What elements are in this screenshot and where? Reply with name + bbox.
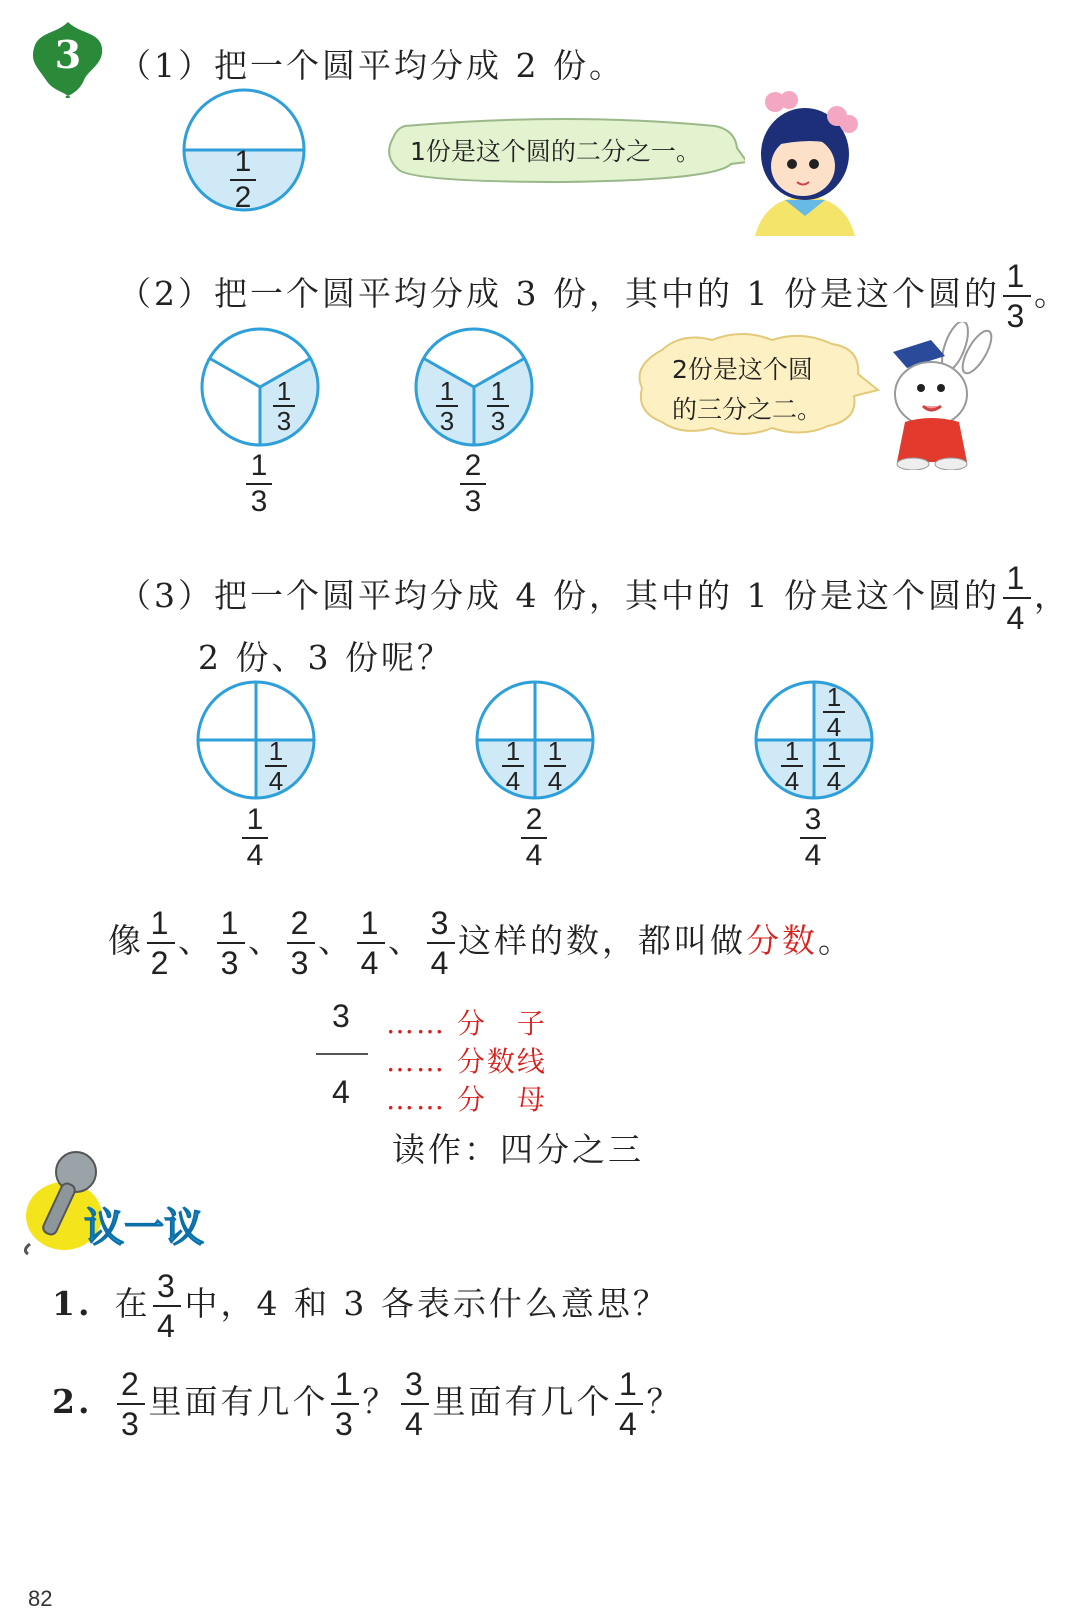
part3-text: 把一个圆平均分成 4 份，其中的 1 份是这个圆的 <box>214 576 1000 615</box>
denominator: 4 <box>430 945 452 981</box>
quarter-circle-diagram-3 <box>752 678 876 802</box>
anatomy-reading: 读作：四分之三 <box>392 1130 644 1169</box>
part1-text: 把一个圆平均分成 2 份。 <box>214 46 625 85</box>
denominator: 4 <box>547 766 563 796</box>
q1-fraction <box>153 1268 181 1344</box>
numerator: 1 <box>505 736 521 766</box>
third-caption-1 <box>246 450 272 518</box>
quarter-piece-2a <box>502 738 524 794</box>
denominator: 3 <box>276 406 292 436</box>
numerator: 3 <box>804 803 822 836</box>
separator: 、 <box>248 921 284 960</box>
q2-fraction-c <box>401 1366 429 1442</box>
denominator: 4 <box>1006 600 1028 636</box>
definition-fraction-5 <box>427 905 455 981</box>
denominator: 3 <box>290 945 312 981</box>
quarter-circle-diagram-2 <box>473 678 597 802</box>
question-number: 1. <box>52 1284 93 1323</box>
numerator: 2 <box>525 803 543 836</box>
denominator: 3 <box>250 485 268 518</box>
quarter-caption-1 <box>242 804 268 872</box>
denominator: 3 <box>464 485 482 518</box>
q2-fraction-d <box>615 1366 643 1442</box>
denominator: 3 <box>1006 298 1028 334</box>
q2-text-a: 里面有几个 <box>148 1382 329 1421</box>
quarter-piece-3b <box>781 738 803 794</box>
definition-fraction-2 <box>217 905 245 981</box>
third-piece-fraction-right <box>487 378 509 434</box>
q2-mark-b: ？ <box>646 1382 683 1421</box>
numerator: 1 <box>250 449 268 482</box>
quarter-piece-3a <box>823 684 845 740</box>
denominator: 4 <box>804 839 822 872</box>
quarter-circle-diagram-1 <box>194 678 318 802</box>
numerator: 1 <box>268 736 284 766</box>
part2-text: 把一个圆平均分成 3 份，其中的 1 份是这个圆的 <box>214 274 1000 313</box>
denominator: 4 <box>525 839 543 872</box>
question-number: 2. <box>52 1382 93 1421</box>
part1-label: （1） <box>118 46 214 85</box>
denominator: 4 <box>157 1308 178 1344</box>
quarter-caption-2 <box>521 804 547 872</box>
part3-question: 2 份、3 份呢？ <box>198 638 453 677</box>
third-caption-2 <box>460 450 486 518</box>
example-badge <box>28 18 108 98</box>
rabbit-speech-line1: 2份是这个圆 <box>672 355 813 384</box>
discuss-question-1 <box>52 1268 669 1344</box>
page-number: 82 <box>28 1586 53 1611</box>
separator: 、 <box>388 921 424 960</box>
quarter-caption-3 <box>800 804 826 872</box>
girl-speech: 1份是这个圆的二分之一。 <box>410 137 701 166</box>
numerator: 1 <box>547 736 563 766</box>
denominator: 4 <box>360 945 382 981</box>
numerator: 1 <box>784 736 800 766</box>
anatomy-row-numerator <box>386 1002 547 1042</box>
numerator-label: 分 子 <box>456 1007 547 1040</box>
anatomy-row-denominator <box>386 1078 547 1118</box>
denominator: 4 <box>784 766 800 796</box>
numerator: 2 <box>290 905 312 941</box>
leader-dots: …… <box>386 1083 446 1116</box>
part1-heading <box>118 40 625 87</box>
third-piece-fraction <box>273 378 295 434</box>
numerator: 3 <box>405 1366 426 1402</box>
denominator: 3 <box>439 406 455 436</box>
anatomy-numerator: 3 <box>332 998 350 1034</box>
denominator: 4 <box>619 1406 640 1442</box>
numerator: 1 <box>335 1366 356 1402</box>
numerator: 3 <box>430 905 452 941</box>
q1-prefix: 在 <box>114 1284 151 1323</box>
denominator: 3 <box>121 1406 142 1442</box>
definition-end: 。 <box>818 921 854 960</box>
anatomy-denominator: 4 <box>332 1074 350 1110</box>
definition-middle: 这样的数，都叫做 <box>458 921 746 960</box>
numerator: 1 <box>150 905 172 941</box>
denominator: 4 <box>405 1406 426 1442</box>
q2-mark-a: ？ <box>362 1382 399 1421</box>
numerator: 1 <box>220 905 242 941</box>
numerator: 1 <box>276 376 292 406</box>
part2-fraction <box>1003 258 1031 334</box>
numerator: 2 <box>464 449 482 482</box>
numerator: 1 <box>234 145 252 178</box>
part2-end: 。 <box>1033 274 1070 313</box>
denominator: 4 <box>826 766 842 796</box>
q2-fraction-b <box>331 1366 359 1442</box>
anatomy-row-bar <box>386 1040 547 1080</box>
denominator: 4 <box>826 712 842 742</box>
rabbit-speech-line2: 的三分之二。 <box>672 395 823 424</box>
quarter-piece-3c <box>823 738 845 794</box>
definition-fraction-4 <box>357 905 385 981</box>
definition-fraction-1 <box>147 905 175 981</box>
denominator: 4 <box>246 839 264 872</box>
numerator: 2 <box>121 1366 142 1402</box>
numerator: 1 <box>360 905 382 941</box>
bar-label: 分数线 <box>456 1045 547 1078</box>
numerator: 3 <box>157 1268 178 1304</box>
numerator: 1 <box>1006 560 1028 596</box>
half-piece-fraction <box>230 146 256 214</box>
definition-fraction-3 <box>287 905 315 981</box>
separator: 、 <box>318 921 354 960</box>
denominator: 4 <box>505 766 521 796</box>
numerator: 1 <box>1006 258 1028 294</box>
discuss-title: 议一议 <box>84 1205 204 1251</box>
numerator: 1 <box>439 376 455 406</box>
girl-illustration <box>745 88 865 236</box>
denominator: 4 <box>268 766 284 796</box>
denominator-label: 分 母 <box>456 1083 547 1116</box>
numerator: 1 <box>246 803 264 836</box>
denominator: 3 <box>490 406 506 436</box>
rabbit-illustration <box>885 322 995 470</box>
quarter-piece-1a <box>265 738 287 794</box>
part3-end: ， <box>1033 576 1070 615</box>
leader-dots: …… <box>386 1007 446 1040</box>
denominator: 3 <box>335 1406 356 1442</box>
numerator: 1 <box>619 1366 640 1402</box>
example-number: 3 <box>54 32 82 77</box>
definition-sentence <box>108 905 854 981</box>
third-circle-diagram-2 <box>412 325 536 449</box>
numerator: 1 <box>490 376 506 406</box>
definition-prefix: 像 <box>108 921 144 960</box>
anatomy-fraction-bar <box>316 1053 368 1055</box>
q2-text-b: 里面有几个 <box>432 1382 613 1421</box>
denominator: 3 <box>220 945 242 981</box>
part3-label: （3） <box>118 576 214 615</box>
part3-fraction <box>1003 560 1031 636</box>
separator: 、 <box>178 921 214 960</box>
part2-label: （2） <box>118 274 214 313</box>
third-circle-diagram-1 <box>198 325 322 449</box>
denominator: 2 <box>150 945 172 981</box>
third-piece-fraction-left <box>436 378 458 434</box>
numerator: 1 <box>826 682 842 712</box>
quarter-piece-2b <box>544 738 566 794</box>
q1-text: 中，4 和 3 各表示什么意思？ <box>184 1284 669 1323</box>
definition-term: 分数 <box>746 921 818 960</box>
q2-fraction-a <box>117 1366 145 1442</box>
denominator: 2 <box>234 181 252 214</box>
numerator: 1 <box>826 736 842 766</box>
leader-dots: …… <box>386 1045 446 1078</box>
discuss-question-2 <box>52 1366 682 1442</box>
part3-heading <box>118 560 1070 636</box>
